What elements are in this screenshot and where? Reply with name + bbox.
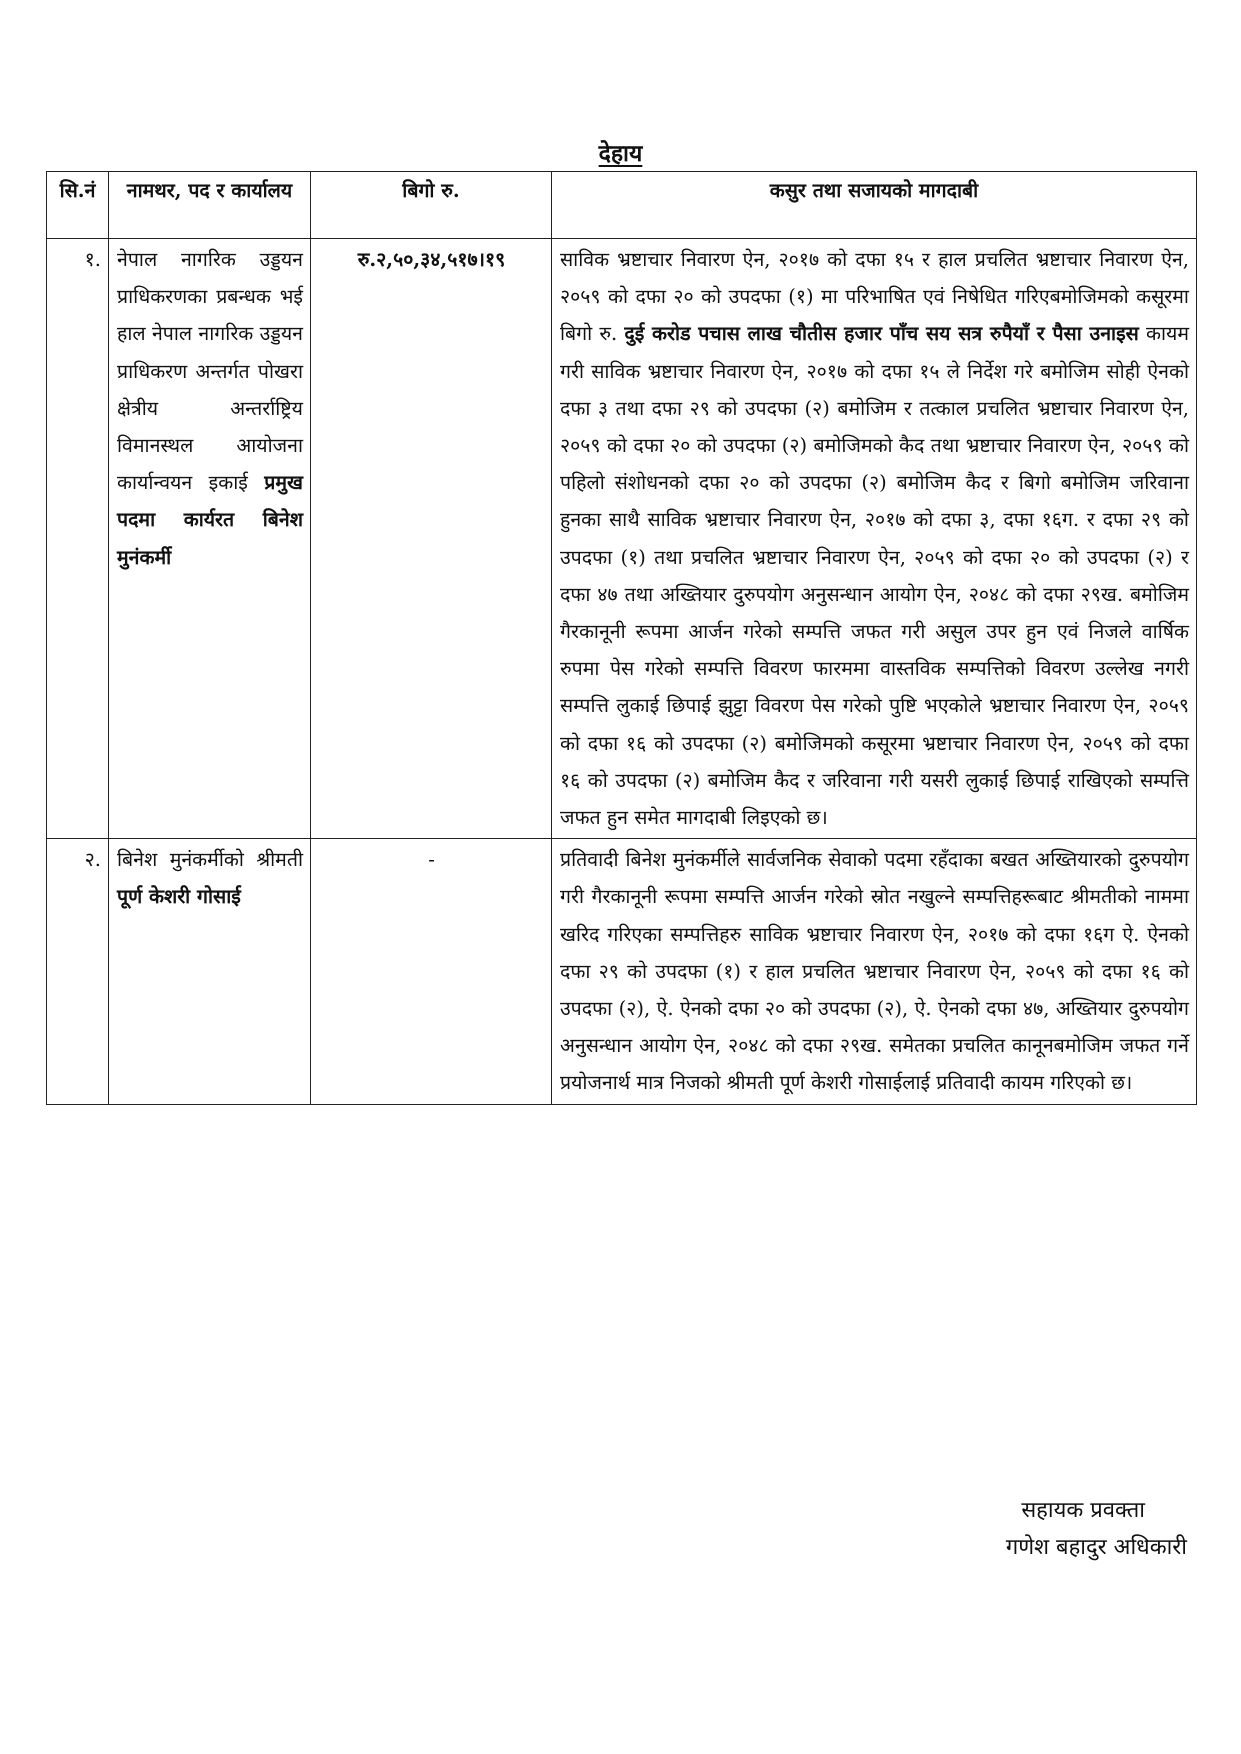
defendant-name: पूर्ण केशरी गोसाई [117,885,241,909]
defendant-designation: बिनेश मुनंकर्मीको श्रीमती [117,848,303,872]
row-serial-number: २. [47,839,109,1104]
header-serial-number: सि.नं [47,172,109,239]
row-name-cell [109,839,311,1104]
header-amount: बिगो रु. [311,172,552,239]
charge-text-part1: साविक भ्रष्टाचार निवारण ऐन, २०१७ को दफा १५ र हाल प्रचलित भ्रष्टाचार निवारण ऐन, २०५९ को दफा २० को उपदफा (१) मा परिभाषित एवं निषेधित गरिएबमोजिमको कसूरमा बिगो रु. [560,248,1189,346]
signature-block [1006,1492,1187,1566]
header-charge-demand: कसुर तथा सजायको मागदाबी [552,172,1197,239]
charges-table [46,171,1197,1105]
defendant-name: प्रमुख पदमा कार्यरत बिनेश मुनंकर्मी [117,471,303,569]
table-row [47,839,1197,1104]
row-serial-number: १. [47,239,109,839]
table-header-row [47,172,1197,239]
row-amount: - [311,839,552,1104]
row-amount: रु.२,५०,३४,५१७।१९ [311,239,552,839]
signature-name: गणेश बहादुर अधिकारी [1005,1535,1187,1560]
page-heading: देहाय [598,140,643,167]
row-charge-cell: प्रतिवादी बिनेश मुनंकर्मीले सार्वजनिक सेवाको पदमा रहँदाका बखत अख्तियारको दुरुपयोग गरी गैरकानूनी रूपमा सम्पत्ति आर्जन गरेको स्रोत नखुल्ने सम्पत्तिहरूबाट श्रीमतीको नाममा खरिद गरिएका सम्पत्तिहरु साविक भ्रष्टाचार निवारण ऐन, २०१७ को दफा १६ग ऐ. ऐनको दफा २९ को उपदफा (१) र हाल प्रचलित भ्रष्टाचार निवारण ऐन, २०५९ को दफा १६ को उपदफा (२), ऐ. ऐनको दफा २० को उपदफा (२), ऐ. ऐनको दफा ४७, अख्तियार दुरुपयोग अनुसन्धान आयोग ऐन, २०४८ को दफा २९ख. समेतका प्रचलित कानूनबमोजिम जफत गर्ने प्रयोजनार्थ मात्र निजको श्रीमती पूर्ण केशरी गोसाईलाई प्रतिवादी कायम गरिएको छ। [552,839,1197,1104]
defendant-designation: नेपाल नागरिक उड्डयन प्राधिकरणका प्रबन्धक भई हाल नेपाल नागरिक उड्डयन प्राधिकरण अन्तर्गत पोखरा क्षेत्रीय अन्तर्राष्ट्रिय विमानस्थल आयोजना कार्यान्वयन इकाई [117,248,303,495]
signature-title: सहायक प्रवक्ता [1021,1498,1145,1523]
charge-text-part2: कायम गरी साविक भ्रष्टाचार निवारण ऐन, २०१७ को दफा १५ ले निर्देश गरे बमोजिम सोही ऐनको दफा ३ तथा दफा २९ को उपदफा (२) बमोजिम र तत्काल प्रचलित भ्रष्टाचार निवारण ऐन, २०५९ को दफा २० को उपदफा (२) बमोजिमको कैद तथा भ्रष्टाचार निवारण ऐन, २०५९ को पहिलो संशोधनको दफा २० को उपदफा (२) बमोजिम कैद र बिगो बमोजिम जरिवाना हुनका साथै साविक भ्रष्टाचार निवारण ऐन, २०१७ को दफा ३, दफा १६ग. र दफा २९ को उपदफा (१) तथा प्रचलित भ्रष्टाचार निवारण ऐन, २०५९ को दफा २० को उपदफा (२) र दफा ४७ तथा अख्तियार दुरुपयोग अनुसन्धान आयोग ऐन, २०४८ को दफा २९ख. बमोजिम गैरकानूनी रूपमा आर्जन गरेको सम्पत्ति जफत गरी असुल उपर हुन एवं निजले वार्षिक रुपमा पेस गरेको सम्पत्ति विवरण फारममा वास्तविक सम्पत्तिको विवरण उल्लेख नगरी सम्पत्ति लुकाई छिपाई झुट्टा विवरण पेस गरेको पुष्टि भएकोले भ्रष्टाचार निवारण ऐन, २०५९ को दफा १६ को उपदफा (२) बमोजिमको कसूरमा भ्रष्टाचार निवारण ऐन, २०५९ को दफा १६ को उपदफा (२) बमोजिम कैद र जरिवाना गरी यसरी लुकाई छिपाई राखिएको सम्पत्ति जफत हुन समेत मागदाबी लिइएको छ। [560,322,1189,830]
charge-amount-in-words: दुई करोड पचास लाख चौतीस हजार पाँच सय सत्र रुपैयाँ र पैसा उनाइस [624,322,1139,346]
row-charge-cell [552,239,1197,839]
row-name-cell [109,239,311,839]
header-name-post-office: नामथर, पद र कार्यालय [109,172,311,239]
table-row [47,239,1197,839]
